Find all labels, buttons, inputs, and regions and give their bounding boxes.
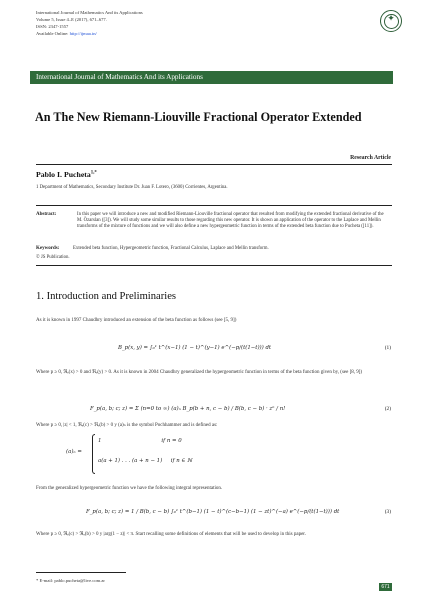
section-heading: 1. Introduction and Preliminaries (36, 291, 177, 302)
equation-2: F_p(a, b; c; z) = Σ (n=0 to ∞) (a)ₙ B_p(b + n, c − b) / B(b, c − b) · zⁿ / n! (90, 406, 286, 412)
abstract-label: Abstract: (36, 212, 57, 217)
title-rule (36, 164, 392, 165)
equation-2-number: (2) (384, 406, 391, 412)
page-number: 671 (381, 584, 390, 590)
keywords-label: Keywords: (36, 246, 60, 251)
copyright: © JS Publication. (36, 255, 70, 260)
footnote: * E-mail: pablo.pucheta@live.com.ar (36, 578, 105, 583)
equation-3-case-2: a(a + 1) . . . (a + n − 1) if n ∈ ℕ (98, 458, 193, 464)
journal-seal-icon: ✦ (380, 10, 402, 32)
available-online (36, 31, 97, 38)
equation-4-number: (3) (384, 509, 391, 515)
issn: ISSN: 2347-1557 (36, 24, 69, 29)
journal-banner (30, 71, 393, 84)
banner-text: International Journal of Mathematics And its Applications (36, 73, 203, 81)
cases-brace (92, 434, 95, 474)
footnote-rule (36, 572, 126, 573)
equation-3-lhs: (a)ₙ = (66, 449, 82, 455)
abstract-rule-bottom (36, 265, 392, 266)
volume-info: Volume 5, Issue 4–E (2017), 671–677. (36, 17, 107, 22)
paragraph-4: From the generalized hypergeometric function we have the following integral representation. (36, 486, 223, 491)
equation-3-case-1: 1 if n = 0 (98, 438, 182, 444)
keywords-text: Extended beta function, Hypergeometric function, Fractional Calculus, Laplace and Mellin transform. (73, 246, 269, 251)
article-type: Research Article (350, 155, 391, 161)
abstract-text: In this paper we will introduce a new and modified Riemann-Liouville fractional operator that resulted from modifying the extended fractional derivative of the M. Özarslan ([3]). We will study some similar results to those regarding this new operator. It is shown an application of the operator to the Laplace and Mellin transforms of the mixture of functions and we will also define a new hypergeometric function in terms of the extended beta function due to Pucheta ([11]). (77, 212, 384, 230)
paragraph-1: As it is known in 1997 Chaudhry introduced an extension of the beta function as follows (see [5, 9]) (36, 318, 237, 323)
author-text: Pablo I. Pucheta (36, 170, 91, 179)
paper-title: An The New Riemann-Liouville Fractional Operator Extended (35, 110, 362, 124)
paragraph-3: Where p ≥ 0, |z| < 1, ℜₑ(c) > ℜₑ(b) > 0 y (a)ₙ is the symbol Pochhammer and is defined as: (36, 423, 218, 428)
equation-1-number: (1) (384, 345, 391, 351)
abstract-rule-top (36, 205, 392, 206)
equation-4: F_p(a, b; c; z) = 1 / B(b, c − b) ∫₀¹ t^(b−1) (1 − t)^(c−b−1) (1 − zt)^(−a) e^(−p/(t(1−t))) dt (86, 509, 340, 515)
paragraph-5: Where p ≥ 0, ℜₑ(c) > ℜₑ(b) > 0 y |arg(1 − z)| < π. Start recalling some definitions of elements that will be used to develop in this paper. (36, 532, 306, 537)
available-label: Available Online: (36, 31, 69, 36)
affiliation: 1 Department of Mathematics, Secondary Institute Dr. Juan F. Lotero, (3600) Corrientes, Argentina. (36, 185, 228, 190)
equation-1: B_p(x, y) = ∫₀¹ t^(x−1) (1 − t)^(y−1) e^(−p/(t(1−t))) dt (118, 345, 272, 351)
page-number-badge (379, 583, 392, 591)
paragraph-2: Where p ≥ 0, ℜₑ(x) > 0 and ℜₑ(y) > 0. As it is known in 2004 Chaudhry generalized the hypergeometric function in terms of the beta function given by, (see [8, 9]) (36, 370, 363, 375)
author-name (36, 170, 97, 179)
journal-link[interactable]: http://ijmaa.in/ (69, 31, 97, 36)
journal-name: International Journal of Mathematics And its Applications (36, 10, 143, 15)
author-marks: 1,* (90, 170, 97, 176)
